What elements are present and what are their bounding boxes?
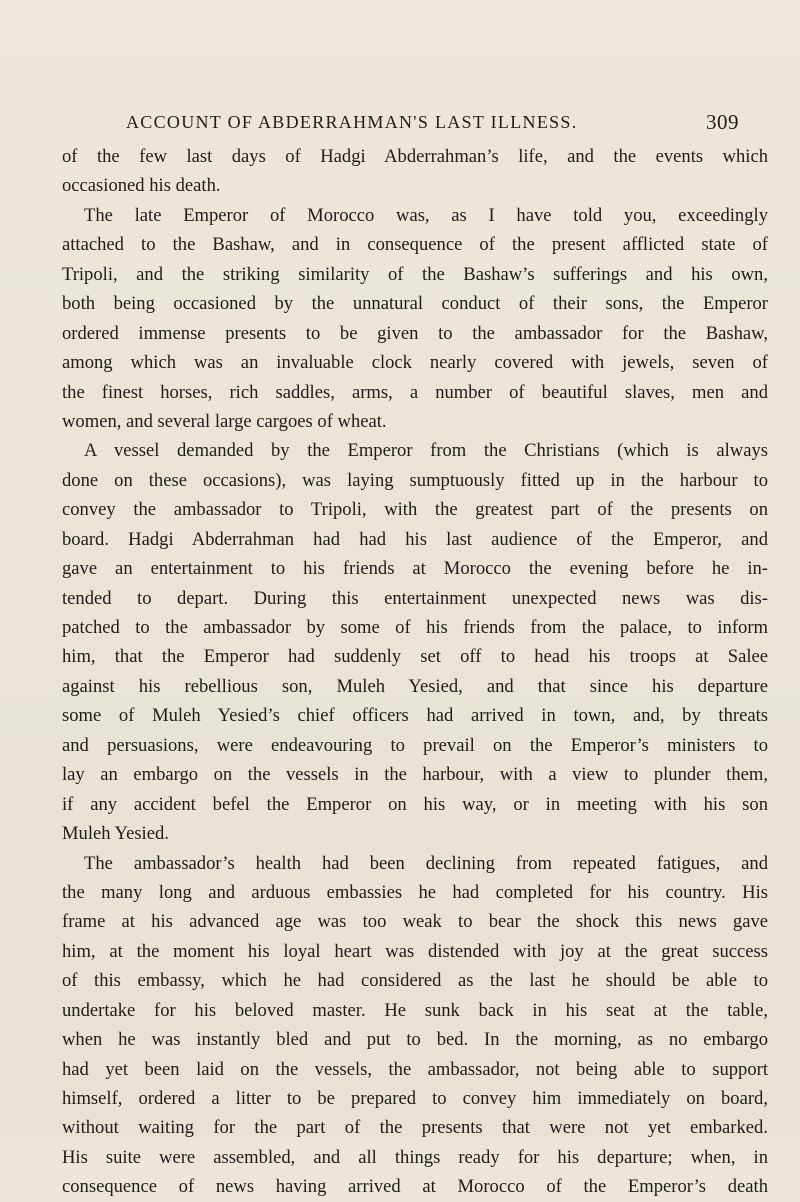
text-line: The ambassador’s health had been declining from repeated fatigues, and	[84, 852, 768, 874]
text-line: the many long and arduous embassies he had completed for his country. His	[62, 881, 768, 903]
text-line: The late Emperor of Morocco was, as I have told you, exceedingly	[84, 204, 768, 226]
text-line: the finest horses, rich saddles, arms, a number of beautiful slaves, men and	[62, 381, 768, 403]
text-line: of this embassy, which he had considered as the last he should be able to	[62, 970, 768, 992]
text-line: Muleh Yesied.	[62, 823, 169, 845]
text-line: some of Muleh Yesied’s chief officers had arrived in town, and, by threats	[62, 705, 768, 727]
text-line: had yet been laid on the vessels, the ambassador, not being able to support	[62, 1058, 768, 1080]
text-line: ordered immense presents to be given to the ambassador for the Bashaw,	[62, 322, 768, 344]
text-line: lay an embargo on the vessels in the harbour, with a view to plunder them,	[62, 764, 768, 786]
text-line: gave an entertainment to his friends at Morocco the evening before he in-	[62, 558, 768, 580]
text-line: of the few last days of Hadgi Abderrahman’s life, and the events which	[62, 146, 768, 167]
text-line: convey the ambassador to Tripoli, with the greatest part of the presents on	[62, 499, 768, 521]
running-head	[0, 112, 800, 136]
text-line: him, at the moment his loyal heart was distended with joy at the great success	[62, 940, 768, 962]
text-line: when he was instantly bled and put to bed. In the morning, as no embargo	[62, 1029, 768, 1051]
body-text	[62, 142, 768, 1202]
text-line: without waiting for the part of the presents that were not yet embarked.	[62, 1117, 768, 1139]
text-line: among which was an invaluable clock nearly covered with jewels, seven of	[62, 352, 768, 374]
text-line: him, that the Emperor had suddenly set off to head his troops at Salee	[62, 646, 768, 668]
text-line: and persuasions, were endeavouring to prevail on the Emperor’s ministers to	[62, 734, 768, 756]
text-line: tended to depart. During this entertainment unexpected news was dis-	[62, 587, 768, 609]
text-line: patched to the ambassador by some of his friends from the palace, to inform	[62, 617, 768, 638]
text-line: women, and several large cargoes of wheat.	[62, 410, 387, 432]
text-line: frame at his advanced age was too weak to bear the shock this news gave	[62, 911, 768, 933]
text-line: himself, ordered a litter to be prepared to convey him immediately on board,	[62, 1088, 768, 1109]
text-line: occasioned his death.	[62, 175, 221, 197]
text-line: A vessel demanded by the Emperor from the Christians (which is always	[84, 440, 768, 462]
text-line: done on these occasions), was laying sumptuously fitted up in the harbour to	[62, 469, 768, 491]
text-line: board. Hadgi Abderrahman had had his last audience of the Emperor, and	[62, 528, 768, 550]
text-line: Tripoli, and the striking similarity of the Bashaw’s sufferings and his own,	[62, 263, 768, 285]
text-line: attached to the Bashaw, and in consequence of the present afflicted state of	[62, 234, 768, 256]
text-line: undertake for his beloved master. He sunk back in his seat at the table,	[62, 999, 768, 1021]
text-line: against his rebellious son, Muleh Yesied, and that since his departure	[62, 675, 768, 697]
running-title: ACCOUNT OF ABDERRAHMAN'S LAST ILLNESS.	[126, 112, 578, 132]
text-line: if any accident befel the Emperor on his way, or in meeting with his son	[62, 793, 768, 815]
page-number: 309	[706, 110, 739, 134]
text-line: His suite were assembled, and all things ready for his departure; when, in	[62, 1146, 768, 1168]
text-line: consequence of news having arrived at Morocco of the Emperor’s death	[62, 1176, 768, 1198]
text-line: both being occasioned by the unnatural conduct of their sons, the Emperor	[62, 293, 768, 315]
